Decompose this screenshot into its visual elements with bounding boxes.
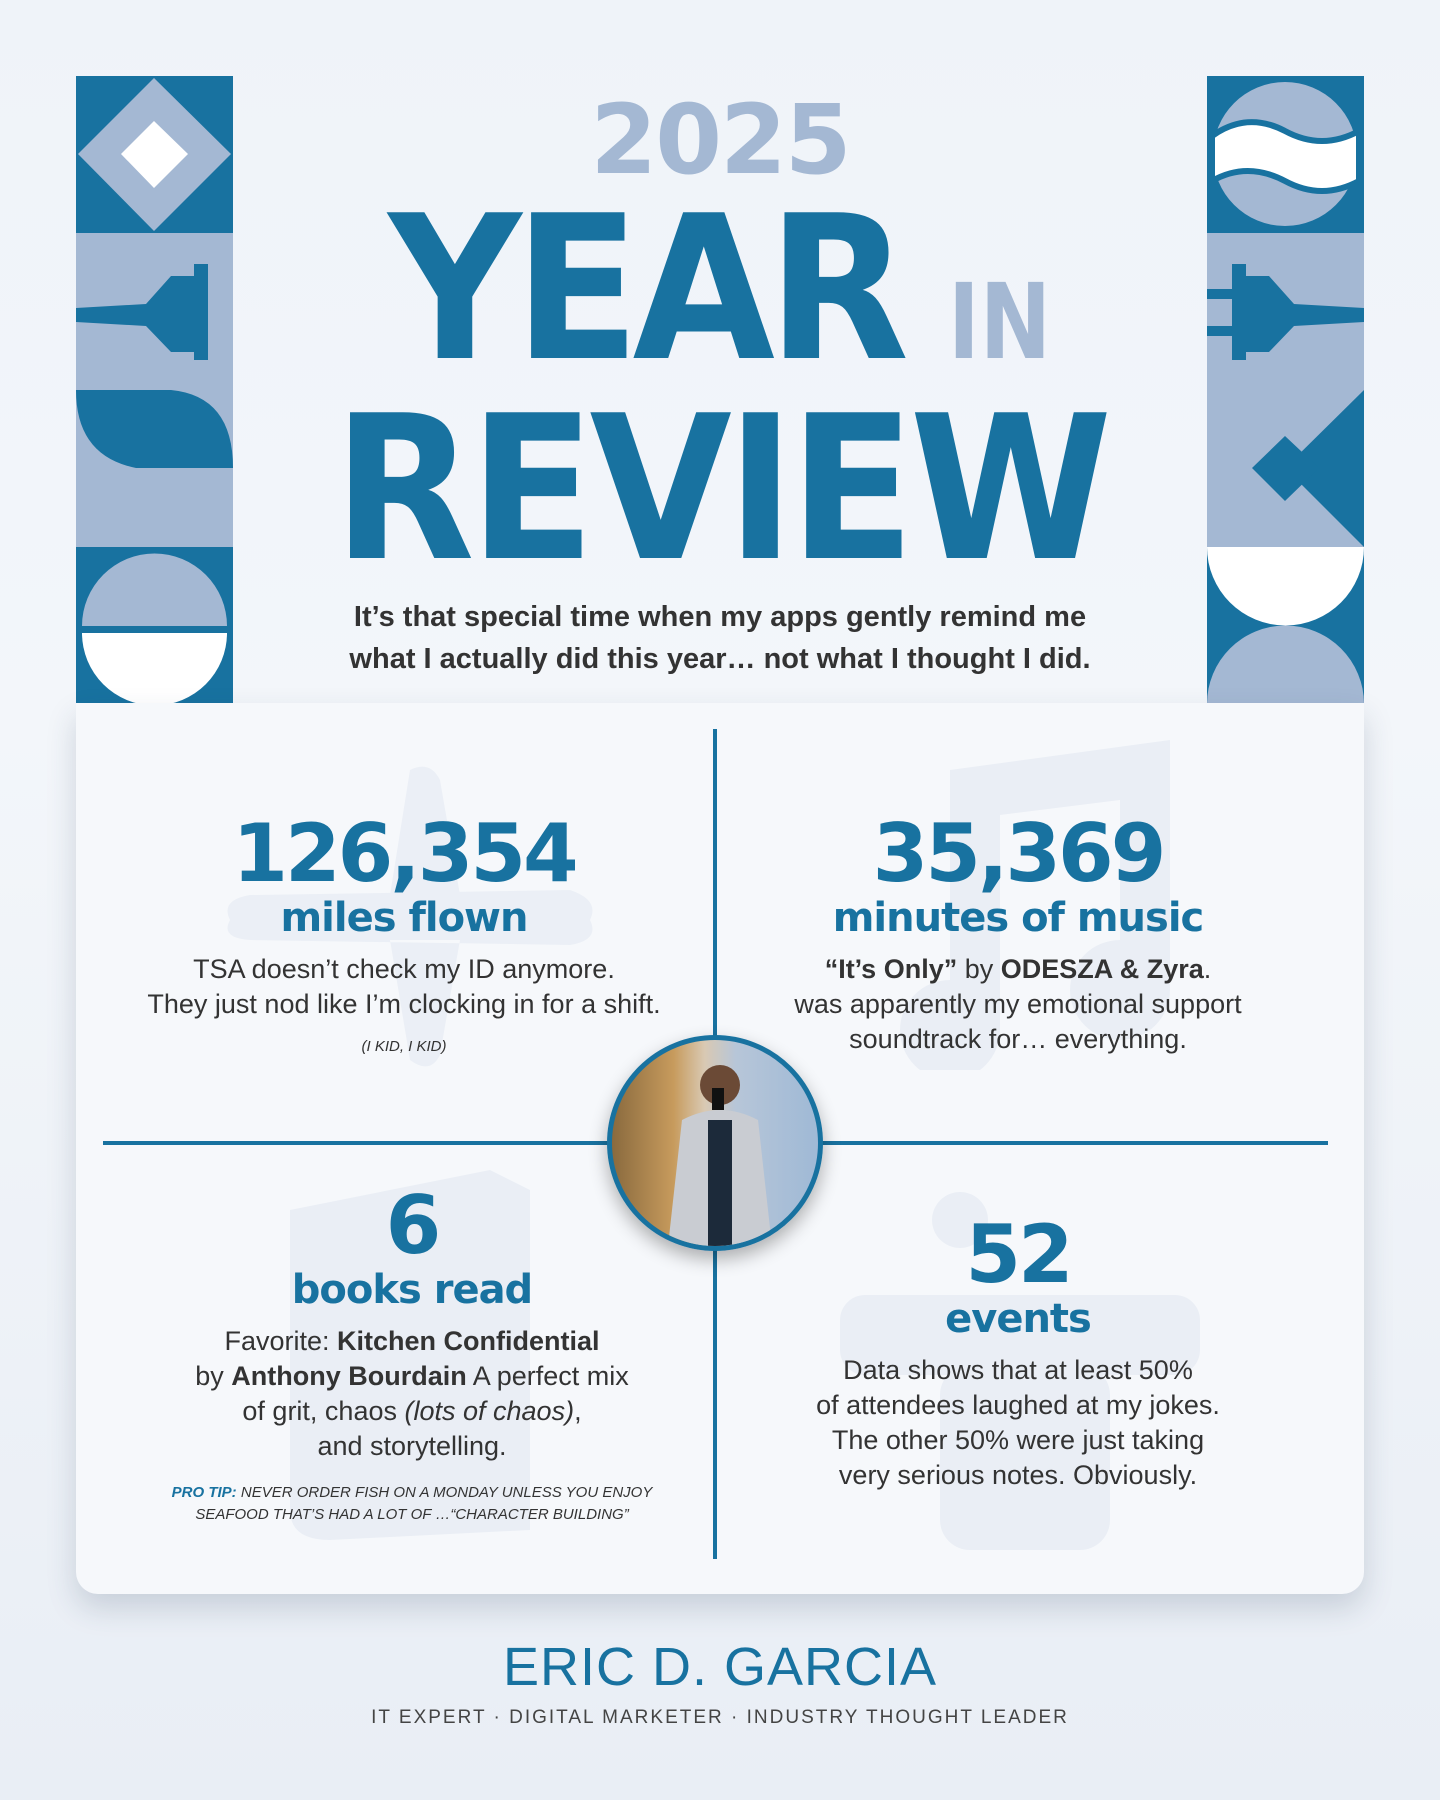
period: . xyxy=(1203,954,1212,984)
stat-text: The other 50% were just taking xyxy=(831,1425,1205,1455)
stat-text: TSA doesn’t check my ID anymore. xyxy=(193,954,615,984)
stat-text: , xyxy=(574,1396,582,1426)
pro-tip-text: NEVER ORDER FISH ON A MONDAY UNLESS YOU ENJOY xyxy=(236,1484,653,1501)
stat-text: A perfect mix xyxy=(466,1361,629,1391)
stat-miles xyxy=(104,807,704,1058)
stat-label: books read xyxy=(291,1267,533,1313)
artist: ODESZA & Zyra xyxy=(1000,954,1204,984)
by-text: by xyxy=(195,1361,232,1391)
author-tagline: IT EXPERT · DIGITAL MARKETER · INDUSTRY THOUGHT LEADER xyxy=(371,1707,1069,1728)
stat-number: 6 xyxy=(385,1179,439,1272)
stat-text: of attendees laughed at my jokes. xyxy=(816,1390,1220,1420)
stat-number: 35,369 xyxy=(872,807,1164,900)
pro-tip-label: PRO TIP: xyxy=(171,1484,237,1501)
stat-label: minutes of music xyxy=(832,895,1204,941)
stat-label: miles flown xyxy=(280,895,528,941)
pro-tip-text: SEAFOOD THAT’S HAD A LOT OF …“CHARACTER BUILDING” xyxy=(195,1506,629,1523)
song-title: “It’s Only” xyxy=(824,954,958,984)
stat-books xyxy=(112,1179,712,1526)
stat-text: was apparently my emotional support xyxy=(794,989,1242,1019)
stat-note: (I KID, I KID) xyxy=(361,1038,447,1055)
subtitle xyxy=(0,596,1440,680)
stat-text: of grit, chaos xyxy=(242,1396,405,1426)
stat-music xyxy=(718,807,1318,1057)
stat-number: 52 xyxy=(965,1208,1071,1301)
stat-text: (lots of chaos) xyxy=(404,1396,575,1426)
by-text: by xyxy=(957,954,1001,984)
stat-text: Data shows that at least 50% xyxy=(843,1355,1193,1385)
book-title: Kitchen Confidential xyxy=(337,1326,600,1356)
title-year: YEAR xyxy=(388,173,902,406)
title-year-row xyxy=(0,173,1440,406)
year-number: 2025 xyxy=(590,84,850,196)
pro-tip xyxy=(112,1482,712,1526)
fav-label: Favorite: xyxy=(224,1326,338,1356)
author-name: ERIC D. GARCIA xyxy=(502,1637,938,1697)
stat-number: 126,354 xyxy=(232,807,576,900)
stat-text: soundtrack for… everything. xyxy=(849,1024,1187,1054)
stat-label: events xyxy=(945,1296,1091,1342)
profile-photo xyxy=(607,1035,823,1251)
stat-text: and storytelling. xyxy=(317,1431,507,1461)
stat-text: very serious notes. Obviously. xyxy=(838,1460,1198,1490)
stat-text: They just nod like I’m clocking in for a shift. xyxy=(147,989,661,1019)
subtitle-line: what I actually did this year… not what I thought I did. xyxy=(349,643,1091,675)
title-review: REVIEW xyxy=(333,373,1107,606)
title-in: IN xyxy=(948,261,1052,383)
stat-events xyxy=(718,1208,1318,1493)
person-silhouette xyxy=(612,1040,818,1246)
subtitle-line: It’s that special time when my apps gently remind me xyxy=(353,601,1087,633)
author: Anthony Bourdain xyxy=(231,1361,467,1391)
